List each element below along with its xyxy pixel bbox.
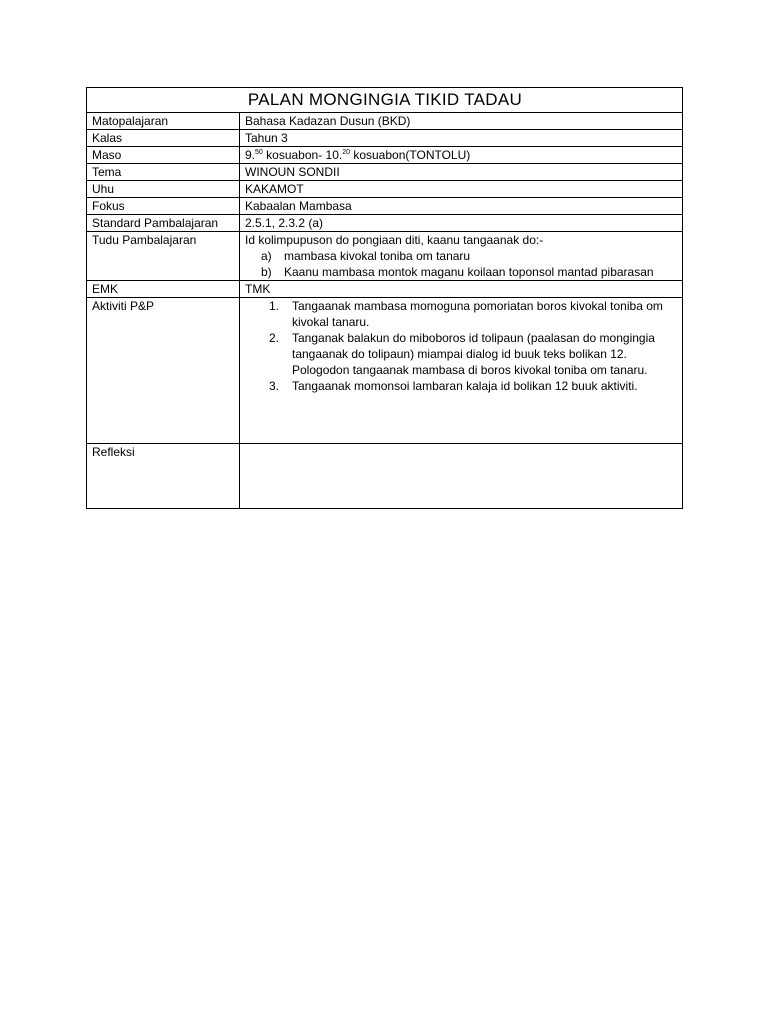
value-fokus: Kabaalan Mambasa — [240, 198, 683, 215]
value-maso — [240, 147, 683, 164]
aktiviti-item-marker: 2. — [269, 331, 280, 345]
plan-title: PALAN MONGINGIA TIKID TADAU — [87, 88, 683, 113]
maso-end-text: kosuabon(TONTOLU) — [350, 148, 471, 162]
label-emk: EMK — [87, 281, 240, 298]
label-matopalajaran: Matopalajaran — [87, 113, 240, 130]
tudu-item — [245, 248, 678, 264]
value-uhu: KAKAMOT — [240, 181, 683, 198]
label-standard: Standard Pambalajaran — [87, 215, 240, 232]
row-kalas — [87, 130, 683, 147]
maso-mid-text: kosuabon- 10. — [262, 148, 343, 162]
maso-end-min: 20 — [342, 149, 350, 156]
tudu-intro: Id kolimpupuson do pongiaan diti, kaanu tangaanak do:- — [245, 233, 544, 247]
row-uhu — [87, 181, 683, 198]
label-kalas: Kalas — [87, 130, 240, 147]
title-row — [87, 88, 683, 113]
row-tema — [87, 164, 683, 181]
tudu-item-marker: b) — [261, 265, 272, 279]
label-refleksi: Refleksi — [87, 444, 240, 509]
row-maso — [87, 147, 683, 164]
tudu-item-marker: a) — [261, 249, 272, 263]
label-uhu: Uhu — [87, 181, 240, 198]
aktiviti-list — [245, 298, 678, 394]
value-aktiviti — [240, 298, 683, 444]
aktiviti-item-text: Tangaanak momonsoi lambaran kalaja id bolikan 12 buuk aktiviti. — [292, 379, 638, 393]
aktiviti-item-text: Tanganak balakun do miboboros id tolipaun (paalasan do mongingia tangaanak do tolipaun) miampai dialog id buuk teks bolikan 12. Pologodon tangaanak mambasa di boros kivokal toniba om tanaru. — [292, 331, 655, 377]
label-maso: Maso — [87, 147, 240, 164]
row-matopalajaran — [87, 113, 683, 130]
value-tudu — [240, 232, 683, 281]
tudu-item-text: mambasa kivokal toniba om tanaru — [284, 249, 471, 263]
row-standard — [87, 215, 683, 232]
tudu-list — [245, 248, 678, 280]
aktiviti-item-marker: 3. — [269, 379, 280, 393]
row-tudu — [87, 232, 683, 281]
tudu-item — [245, 264, 678, 280]
value-kalas: Tahun 3 — [240, 130, 683, 147]
label-fokus: Fokus — [87, 198, 240, 215]
aktiviti-item — [245, 378, 678, 394]
aktiviti-item-text: Tangaanak mambasa momoguna pomoriatan boros kivokal toniba om kivokal tanaru. — [292, 299, 663, 329]
row-aktiviti — [87, 298, 683, 444]
label-aktiviti: Aktiviti P&P — [87, 298, 240, 444]
label-tudu: Tudu Pambalajaran — [87, 232, 240, 281]
row-fokus — [87, 198, 683, 215]
row-refleksi — [87, 444, 683, 509]
value-tema: WINOUN SONDII — [240, 164, 683, 181]
row-emk — [87, 281, 683, 298]
tudu-item-text: Kaanu mambasa montok maganu koilaan toponsol mantad pibarasan — [284, 265, 654, 279]
maso-start-min: 50 — [255, 149, 263, 156]
value-standard: 2.5.1, 2.3.2 (a) — [240, 215, 683, 232]
aktiviti-item — [245, 330, 678, 378]
value-matopalajaran: Bahasa Kadazan Dusun (BKD) — [240, 113, 683, 130]
maso-start-hour: 9. — [245, 148, 256, 162]
aktiviti-item — [245, 298, 678, 330]
lesson-plan-table — [86, 87, 683, 509]
value-emk: TMK — [240, 281, 683, 298]
value-refleksi — [240, 444, 683, 509]
aktiviti-item-marker: 1. — [269, 299, 280, 313]
label-tema: Tema — [87, 164, 240, 181]
